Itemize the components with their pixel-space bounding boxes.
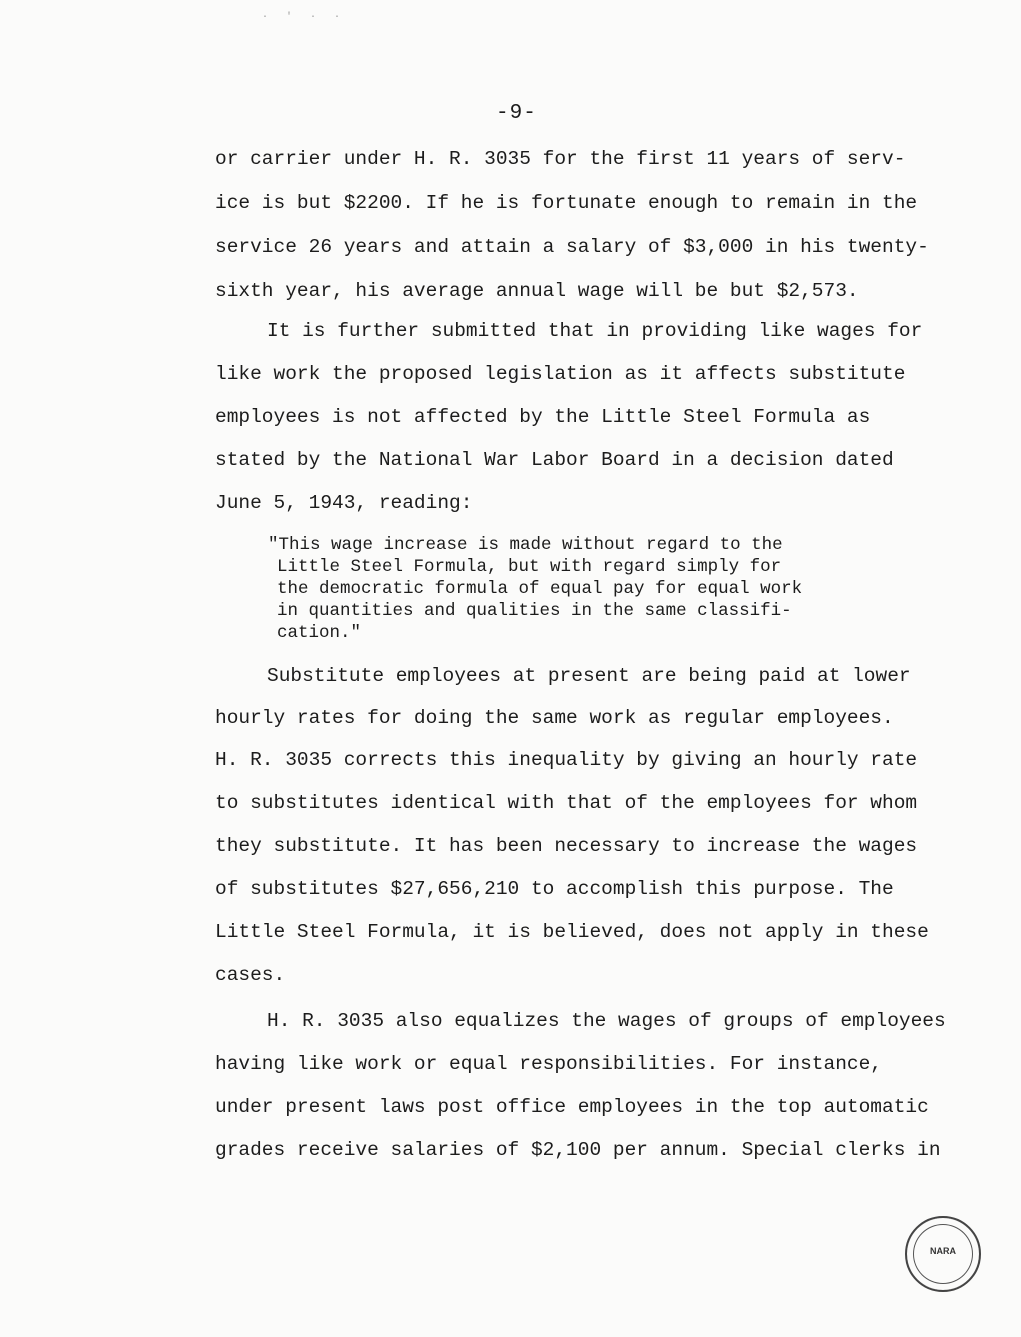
text-line: Little Steel Formula, it is believed, does not apply in these — [215, 921, 929, 943]
text-line: stated by the National War Labor Board in a decision dated — [215, 449, 894, 471]
text-line: service 26 years and attain a salary of $3,000 in his twenty- — [215, 236, 929, 258]
scan-specks: · ' · · — [262, 12, 347, 23]
quote-line: in quantities and qualities in the same classifi- — [277, 601, 792, 621]
text-line: June 5, 1943, reading: — [215, 492, 473, 514]
text-line: Substitute employees at present are being paid at lower — [267, 665, 911, 687]
quote-line: Little Steel Formula, but with regard simply for — [277, 557, 782, 577]
quote-line: "This wage increase is made without regard to the — [268, 535, 783, 555]
library-stamp — [905, 1216, 981, 1292]
text-line: H. R. 3035 also equalizes the wages of groups of employees — [267, 1010, 946, 1032]
quote-line: cation." — [277, 623, 362, 643]
text-line: ice is but $2200. If he is fortunate enough to remain in the — [215, 192, 918, 214]
text-line: hourly rates for doing the same work as regular employees. — [215, 707, 894, 729]
text-line: of substitutes $27,656,210 to accomplish this purpose. The — [215, 878, 894, 900]
text-line: they substitute. It has been necessary to increase the wages — [215, 835, 918, 857]
text-line: like work the proposed legislation as it affects substitute — [215, 363, 906, 385]
text-line: sixth year, his average annual wage will be but $2,573. — [215, 280, 859, 302]
text-line: It is further submitted that in providing like wages for — [267, 320, 923, 342]
text-line: H. R. 3035 corrects this inequality by giving an hourly rate — [215, 749, 918, 771]
text-line: under present laws post office employees in the top automatic — [215, 1096, 929, 1118]
page-number: -9- — [496, 102, 537, 125]
text-line: grades receive salaries of $2,100 per annum. Special clerks in — [215, 1139, 941, 1161]
text-line: to substitutes identical with that of the employees for whom — [215, 792, 918, 814]
text-line: cases. — [215, 964, 286, 986]
quote-line: the democratic formula of equal pay for equal work — [277, 579, 803, 599]
stamp-label: NARA — [930, 1246, 956, 1256]
text-line: employees is not affected by the Little Steel Formula as — [215, 406, 871, 428]
text-line: or carrier under H. R. 3035 for the first 11 years of serv- — [215, 148, 906, 170]
text-line: having like work or equal responsibilities. For instance, — [215, 1053, 883, 1075]
